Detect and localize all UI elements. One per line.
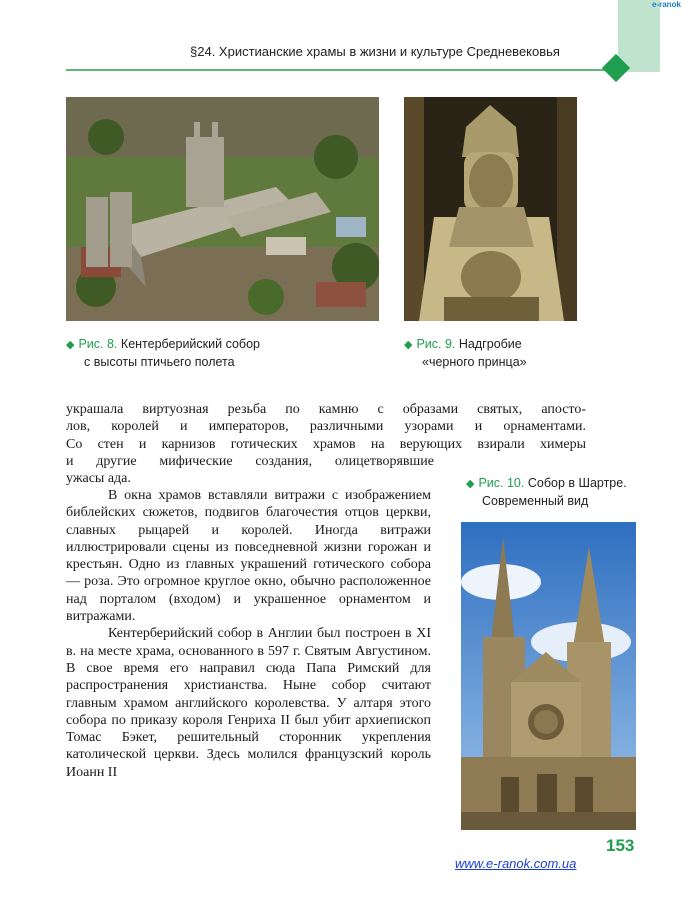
page-number: 153 [606,836,635,855]
figure-9-caption: ◆ Рис. 9. Надгробие «черного принца» [404,337,527,369]
figure-8-caption: ◆ Рис. 8. Кентерберийский собор с высоты птичьего полета [66,337,260,369]
chartres-cathedral-photo [461,522,636,830]
publisher-logo: e-ranok [652,0,681,9]
diamond-bullet-icon: ◆ [404,339,413,351]
figure-10-caption: ◆ Рис. 10. Собор в Шартре. Современный вид [466,476,627,508]
diamond-bullet-icon: ◆ [66,339,75,351]
black-prince-effigy-photo [404,97,577,321]
header-rule [66,69,612,71]
paragraph-canterbury: Кентерберийский собор в Англии был построен в XI в. на месте храма, основанного в 597 г. Святым Августином. В свое время его направил сюда Папа Римский для распространения христианства. Ныне собор считают главным храмом английского королевства. У алтаря этого собора по приказу короля Генриха II был убит архиепископ Томас Бэкет, решительный сторонник укрепления католической церкви. Здесь молился французский король Иоанн II [66,626,431,780]
paragraph-stained-glass: В окна храмов вставляли витражи с изображением библейских сюжетов, подвигов благочестия отцов церкви, славных рыцарей и королей. Иногда витражи иллюстрировали сцены из повседневной жизни горожан и крестьян. Одно из главных украшений готического собора — роза. Это огромное круглое окно, обычно расположенное над порталом (входом) и украшенное орнаментом и витражами. [66,488,431,625]
body-column [66,487,431,781]
website-link[interactable]: www.e-ranok.com.ua [455,856,577,871]
canterbury-cathedral-photo [66,97,379,321]
diamond-bullet-icon: ◆ [466,478,475,490]
running-head: §24. Христианские храмы в жизни и культуре Средневековья [190,44,560,59]
body-wide-lines: украшала виртуозная резьба по камню с образами святых, апосто- лов, королей и императоров, различными узорами и орнаментами. Со стен и карнизов готических храмов на верующих взирали химеры и другие мифические создания, олицетворявшие ужасы ада. [66,402,586,487]
